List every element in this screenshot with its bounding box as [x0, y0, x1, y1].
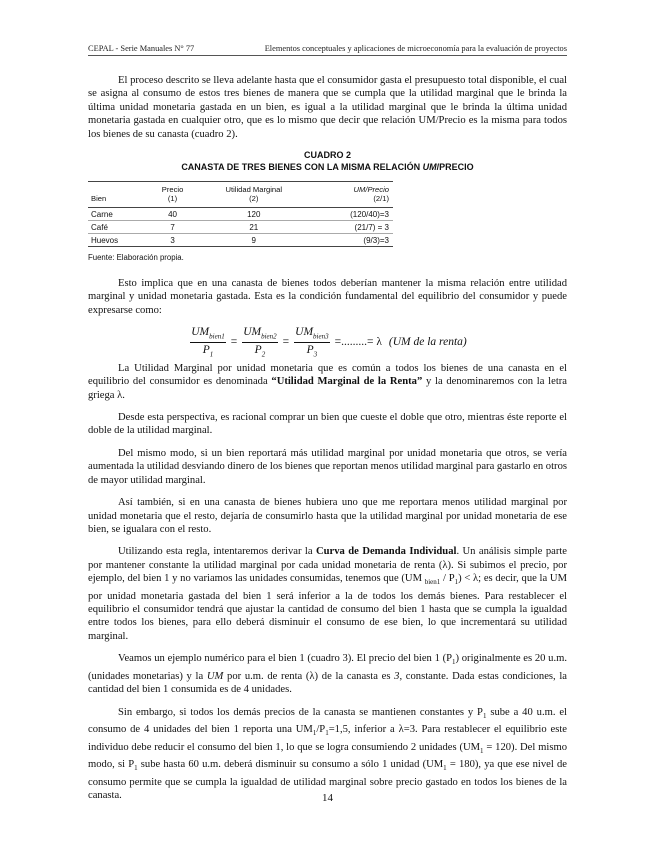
running-header: [88, 44, 567, 56]
paragraph-1: El proceso descrito se lleva adelante hasta que el consumidor gasta el presupuesto total disponible, el cual se asigna al consumo de estos tres bienes de manera que se cumpla que la utilidad marginal que le brinda la última unidad monetaria gastada en un bien, es igual a la utilidad marginal que le brinda la última unidad monetaria gastada en cualquier otro, que es lo mismo que decir que relación UM/Precio es la misma para todos los bienes de su canasta (cuadro 2).: [88, 75, 567, 140]
header-title: Elementos conceptuales y aplicaciones de microeconomía para la evaluación de proyectos: [264, 44, 567, 53]
table-caption: [88, 150, 567, 173]
col-bien: Bien: [88, 182, 148, 208]
equilibrium-equation: $\frac{UM_{bien1}}{P_1}$ = $\frac{UM_{bien2}}{P_2}$ = $\frac{UM_{bien3}}{P_3}$ =.........= λ (UM de la renta): [191, 326, 467, 358]
paragraph-5: Del mismo modo, si un bien reportará más utilidad marginal por unidad monetaria que otros, se vería aumentada la utilidad desviando dinero de los bienes que reportan menos utilidad marginal para gastarlo en otros de mayor utilidad marginal.: [88, 447, 567, 486]
table-header-row: [88, 182, 393, 208]
col-utilidad: Utilidad Marginal (2): [197, 182, 310, 208]
paragraph-6: Así también, si en una canasta de bienes hubiera uno que me reportara menos utilidad marginal por unidad monetaria que el resto, dejaría de consumirlo hasta que la utilidad marginal por unidad monetaria de ese bien, se igualara con el resto.: [88, 497, 567, 535]
paragraph-4: Desde esta perspectiva, es racional comprar un bien que cueste el doble que otro, mientras éste reporte el doble de la utilidad marginal.: [88, 412, 567, 437]
page-number: 14: [322, 792, 333, 804]
col-precio: Precio (1): [148, 182, 198, 208]
page-body: [88, 74, 567, 811]
table-row: Huevos 3 9 (9/3)=3: [88, 234, 393, 247]
header-series: CEPAL - Serie Manuales N° 77: [88, 44, 195, 53]
col-ratio: UM/Precio (2/1): [310, 182, 393, 208]
table-number: CUADRO 2: [303, 150, 351, 161]
paragraph-3: La Utilidad Marginal por unidad monetaria que es común a todos los bienes de una canasta en el equilibrio del consumidor es denominada “Utilidad Marginal de la Renta” y la denominaremos con la letra griega λ.: [88, 362, 567, 401]
paragraph-9: Sin embargo, si todos los demás precios de la canasta se mantienen constantes y $P_1$ sube a 40 u.m. el consumo de 4 unidades del bien 1 reporta una $UM_1/P_1=1,5$, inferior a λ=3. Para restablecer el equilibrio este individuo debe reducir el consumo del bien 1, lo que se logra consumiendo 2 unidades $(UM_1 = 120)$. Del mismo modo, si $P_1$ sube hasta 60 u.m. deberá disminuir su consumo a sólo 1 unidad $(UM_1 = 180)$, ya que ese nivel de consumo permite que se cumpla la igualdad de utilidad marginal sobre precio gastado en todos los bienes de la canasta.: [88, 706, 568, 802]
table-row: Café 7 21 (21/7) = 3: [88, 221, 393, 234]
paragraph-2: Esto implica que en una canasta de bienes todos deberían mantener la misma relación entre utilidad marginal y unidad monetaria gastada. Esta es la condición fundamental del equilibrio del consumidor y puede expresarse como:: [88, 278, 567, 316]
paragraph-8: Veamos un ejemplo numérico para el bien 1 (cuadro 3). El precio del bien 1 $(P_1)$ originalmente es 20 u.m. (unidades monetarias) y la UM por u.m. de renta (λ) de la canasta es 3, constante. Dada estas condiciones, la cantidad del bien 1 consumida es de 4 unidades.: [88, 653, 567, 696]
table-source: Fuente: Elaboración propia.: [88, 253, 184, 263]
table-title: CANASTA DE TRES BIENES CON LA MISMA RELACIÓN UM/PRECIO: [181, 161, 474, 172]
cuadro-2-table: [88, 181, 393, 247]
paragraph-7: Utilizando esta regla, intentaremos derivar la Curva de Demanda Individual. Un análisis simple parte por mantener constante la utilidad marginal por cada unidad monetaria de renta (λ). Si subimos el precio, por ejemplo, del bien 1 y no variamos las unidades consumidas, tenemos que (UM $_{bien1} / P_1) < \lambda$; es decir, que la UM por unidad monetaria gastada del bien 1 será inferior a la de todos los demás bienes. Para restablecer el equilibrio el consumidor tendrá que ajustar la cantidad de consumo del bien 1 hasta que se cumpla la igualdad entre todos los bienes, para ello deberá disminuir el consumo de ese bien, lo que incrementará su utilidad marginal.: [88, 546, 567, 642]
table-row: Carne 40 120 (120/40)=3: [88, 208, 393, 221]
